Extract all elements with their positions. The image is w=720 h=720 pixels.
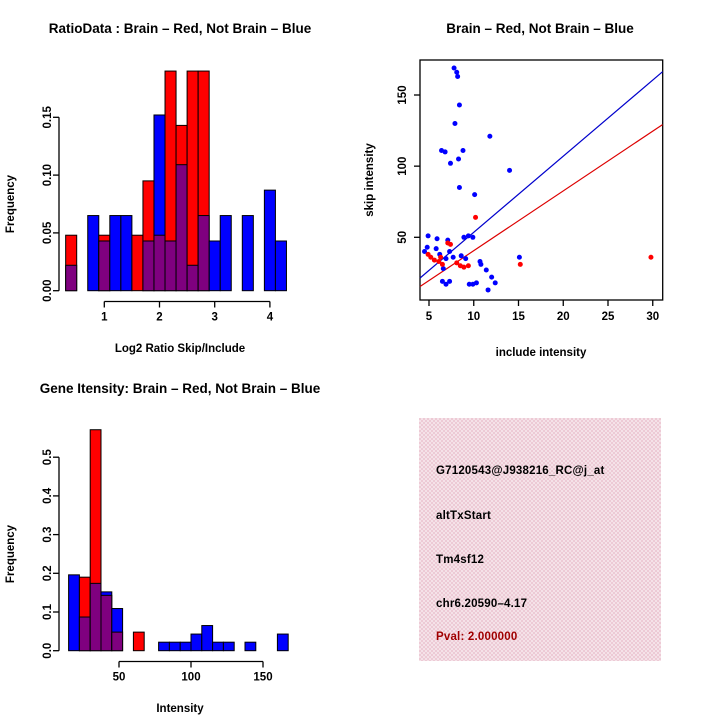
brain-point [648,255,653,260]
not-brain-point [455,74,460,79]
brain-point [466,263,471,268]
x-tick-label: 10 [467,311,481,323]
not-brain-point [452,121,457,126]
overlap-histogram-bar [176,165,187,291]
x-tick-label: 1 [101,311,108,324]
overlap-histogram-bar [165,241,176,291]
not-brain-point [461,235,466,240]
y-tick-label: 150 [397,85,409,105]
blue-histogram-bar [121,216,132,291]
panel-ratio-histogram [0,0,360,360]
blue-histogram-bar [223,642,234,651]
gene-name-text: Tm4sf12 [436,554,485,566]
not-brain-point [457,102,462,107]
gene-histogram-ylabel: Frequency [5,524,17,584]
blue-histogram-bar [88,216,99,291]
not-brain-point [484,268,489,273]
scatter-title: Brain – Red, Not Brain – Blue [446,21,634,36]
not-brain-point [452,65,457,70]
brain-point [438,255,443,260]
not-brain-point [459,253,464,258]
brain-point [440,262,445,267]
event-type-text: altTxStart [436,510,492,522]
not-brain-point [470,235,475,240]
pval-text: Pval: 2.000000 [436,631,518,643]
scatter-ylabel: skip intensity [364,143,376,217]
panel-intensity-scatter [360,0,720,360]
ratio-histogram-title: RatioData : Brain – Red, Not Brain – Blue [48,21,312,36]
not-brain-point [507,168,512,173]
x-tick-label: 100 [181,671,201,684]
brain-point [445,240,450,245]
scatter-xlabel: include intensity [495,347,587,359]
not-brain-point [456,157,461,162]
not-brain-point [447,279,452,284]
y-tick-label: 0.00 [42,279,54,302]
gene-histogram-xlabel: Intensity [156,703,204,715]
red-histogram-bar [187,71,198,291]
overlap-histogram-bar [154,235,165,290]
not-brain-point [426,233,431,238]
y-tick-label: 0.1 [42,604,54,620]
brain-point [473,215,478,220]
probe-id-text: G7120543@J938216_RC@j_at [436,465,605,477]
blue-histogram-bar [213,642,224,651]
y-tick-label: 0.3 [42,526,54,543]
y-tick-label: 0.15 [42,106,54,129]
overlap-histogram-bar [90,583,101,650]
ratio-histogram-xlabel: Log2 Ratio Skip/Include [114,343,246,355]
blue-histogram-bar [242,216,253,291]
not-brain-point [444,256,449,261]
y-tick-label: 0.10 [42,163,54,187]
blue-histogram-bar [159,642,170,651]
gene-histogram-title: Gene Itensity: Brain – Red, Not Brain – Blue [39,381,321,396]
y-tick-label: 100 [397,156,409,176]
overlap-histogram-bar [99,241,110,291]
y-tick-label: 0.05 [42,221,54,245]
overlap-histogram-bar [112,632,123,651]
intensity-scatter-chart [360,0,720,360]
x-tick-label: 15 [512,311,525,323]
not-brain-point [457,185,462,190]
not-brain-fit-line [420,72,663,278]
x-tick-label: 3 [211,311,218,324]
overlap-histogram-bar [187,265,198,290]
x-tick-label: 150 [253,671,273,684]
not-brain-point [489,275,494,280]
not-brain-point [441,266,446,271]
blue-histogram-bar [264,190,275,291]
blue-histogram-bar [191,634,202,651]
not-brain-point [474,280,479,285]
x-tick-label: 25 [601,311,615,323]
panel-gene-intensity-histogram [0,360,360,720]
blue-histogram-bar [169,642,180,651]
x-tick-label: 20 [556,311,570,323]
overlap-histogram-bar [101,595,112,650]
blue-histogram-bar [180,642,191,651]
ratio-histogram-ylabel: Frequency [5,174,17,234]
not-brain-point [463,256,468,261]
blue-histogram-bar [110,216,121,291]
not-brain-point [451,255,456,260]
blue-histogram-bar [69,575,80,651]
red-histogram-bar [132,235,143,290]
gene-intensity-histogram-chart [0,360,360,720]
y-tick-label: 50 [397,230,409,244]
not-brain-point [434,246,439,251]
blue-histogram-bar [209,241,220,291]
blue-histogram-bar [275,241,286,291]
panel-gene-info [360,360,720,720]
brain-point [432,258,437,263]
blue-histogram-bar [277,634,288,651]
overlap-histogram-bar [198,216,209,291]
red-histogram-bar [133,632,144,651]
not-brain-point [425,245,430,250]
not-brain-point [466,233,471,238]
not-brain-point [517,255,522,260]
x-tick-label: 5 [425,311,433,323]
y-tick-label: 0.2 [42,565,54,582]
locus-text: chr6.20590–4.17 [436,598,528,610]
not-brain-point [493,280,498,285]
overlap-histogram-bar [79,617,90,651]
not-brain-point [472,192,477,197]
blue-histogram-bar [202,626,213,651]
x-tick-label: 2 [156,311,163,324]
not-brain-point [478,259,483,264]
y-tick-label: 0.4 [42,487,54,504]
not-brain-point [486,287,491,292]
y-tick-label: 0.5 [42,449,54,466]
blue-histogram-bar [245,642,256,651]
x-tick-label: 4 [266,311,274,324]
x-tick-label: 30 [646,311,660,323]
not-brain-point [448,161,453,166]
overlap-histogram-bar [66,265,77,290]
ratio-histogram-chart [0,0,360,360]
not-brain-point [447,249,452,254]
overlap-histogram-bar [143,241,154,291]
blue-histogram-bar [220,216,231,291]
y-tick-label: 0.0 [42,642,54,659]
not-brain-point [443,149,448,154]
brain-point [518,262,523,267]
x-tick-label: 50 [112,671,126,684]
not-brain-point [435,236,440,241]
not-brain-point [454,70,459,75]
brain-point [461,265,466,270]
not-brain-point [461,148,466,153]
not-brain-point [487,134,492,139]
gene-info-box [419,418,661,661]
